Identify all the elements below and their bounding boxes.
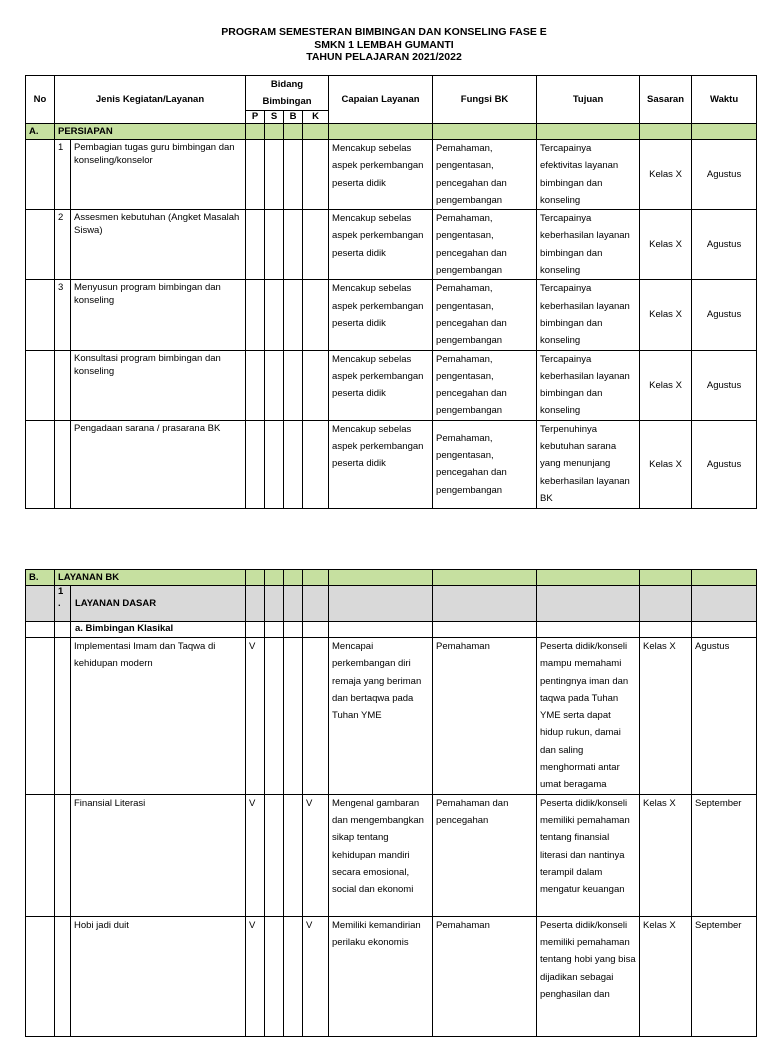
section-code: A.: [26, 124, 55, 140]
row-waktu: Agustus: [692, 350, 757, 420]
program-table-layanan: [25, 569, 757, 1037]
header-jenis: Jenis Kegiatan/Layanan: [55, 76, 246, 124]
row-sasaran: Kelas X: [640, 794, 692, 916]
row-k: V: [303, 794, 329, 916]
header-s: S: [265, 111, 284, 124]
row-p: V: [246, 638, 265, 795]
row-kegiatan: Pembagian tugas guru bimbingan dan konseling/konselor: [71, 140, 246, 210]
table-row: [26, 210, 757, 280]
row-p: V: [246, 916, 265, 1036]
title-line-2: SMKN 1 LEMBAH GUMANTI: [314, 38, 454, 51]
header-bidang-line2: Bimbingan: [262, 96, 312, 107]
row-b: [284, 916, 303, 1036]
row-capaian: Mencapai perkembangan diri remaja yang beriman dan bertaqwa pada Tuhan YME: [329, 638, 433, 795]
table-row: [26, 350, 757, 420]
row-b: [284, 638, 303, 795]
header-bidang: [246, 76, 329, 111]
row-capaian: Mencakup sebelas aspek perkembangan peserta didik: [329, 420, 433, 508]
row-waktu: Agustus: [692, 280, 757, 350]
row-tujuan: Tercapainya keberhasilan layanan bimbingan dan konseling: [537, 280, 640, 350]
row-sasaran: Kelas X: [640, 350, 692, 420]
row-fungsi: Pemahaman dan pencegahan: [433, 794, 537, 916]
row-b: [284, 794, 303, 916]
row-s: [265, 916, 284, 1036]
row-sasaran: Kelas X: [640, 280, 692, 350]
row-capaian: Mencakup sebelas aspek perkembangan peserta didik: [329, 210, 433, 280]
table-row: [26, 140, 757, 210]
row-fungsi: Pemahaman, pengentasan, pencegahan dan pengembangan: [433, 280, 537, 350]
title-line-3: TAHUN PELAJARAN 2021/2022: [306, 51, 462, 63]
row-tujuan: Terpenuhinya kebutuhan sarana yang menunjang keberhasilan layanan BK: [537, 420, 640, 508]
row-no: [55, 420, 71, 508]
row-capaian: Mencakup sebelas aspek perkembangan peserta didik: [329, 140, 433, 210]
row-k: V: [303, 916, 329, 1036]
table-row: [26, 638, 757, 795]
row-fungsi: Pemahaman: [433, 916, 537, 1036]
table-row: [26, 420, 757, 508]
row-sasaran: Kelas X: [640, 638, 692, 795]
row-kegiatan: Menyusun program bimbingan dan konseling: [71, 280, 246, 350]
row-tujuan: Tercapainya efektivitas layanan bimbingan dan konseling: [537, 140, 640, 210]
row-no: 2: [55, 210, 71, 280]
header-waktu: Waktu: [692, 76, 757, 124]
header-fungsi: Fungsi BK: [433, 76, 537, 124]
row-kegiatan: Hobi jadi duit: [71, 916, 246, 1036]
row-waktu: Agustus: [692, 420, 757, 508]
row-fungsi: Pemahaman, pengentasan, pencegahan dan pengembangan: [433, 420, 537, 508]
subsection-label: LAYANAN DASAR: [71, 586, 246, 622]
row-fungsi: Pemahaman: [433, 638, 537, 795]
section-row-persiapan: [26, 124, 757, 140]
row-fungsi: Pemahaman, pengentasan, pencegahan dan pengembangan: [433, 210, 537, 280]
table-row: [26, 280, 757, 350]
row-kegiatan: Assesmen kebutuhan (Angket Masalah Siswa): [71, 210, 246, 280]
row-tujuan: Peserta didik/konseli memiliki pemahaman tentang hobi yang bisa dijadikan sebagai penghasilan dan: [537, 916, 640, 1036]
header-b: B: [284, 111, 303, 124]
row-k: [303, 638, 329, 795]
row-tujuan: Tercapainya keberhasilan layanan bimbingan dan konseling: [537, 350, 640, 420]
row-sasaran: Kelas X: [640, 140, 692, 210]
header-no: No: [26, 76, 55, 124]
section-label: PERSIAPAN: [55, 124, 246, 140]
row-fungsi: Pemahaman, pengentasan, pencegahan dan pengembangan: [433, 350, 537, 420]
row-s: [265, 794, 284, 916]
row-no: 1: [55, 140, 71, 210]
row-kegiatan: Implementasi Imam dan Taqwa di kehidupan modern: [71, 638, 246, 795]
row-sasaran: Kelas X: [640, 420, 692, 508]
row-waktu: Agustus: [692, 638, 757, 795]
header-tujuan: Tujuan: [537, 76, 640, 124]
row-tujuan: Peserta didik/konseli memiliki pemahaman tentang finansial literasi dan nantinya terampil dalam mengatur keuangan: [537, 794, 640, 916]
header-bidang-line1: Bidang: [270, 79, 304, 90]
section-code: B.: [26, 570, 55, 586]
header-capaian: Capaian Layanan: [329, 76, 433, 124]
row-p: V: [246, 794, 265, 916]
section-row-layanan: [26, 570, 757, 586]
row-capaian: Memiliki kemandirian perilaku ekonomis: [329, 916, 433, 1036]
row-capaian: Mencakup sebelas aspek perkembangan peserta didik: [329, 350, 433, 420]
row-capaian: Mencakup sebelas aspek perkembangan peserta didik: [329, 280, 433, 350]
subsubsection-row: [26, 622, 757, 638]
header-k: K: [303, 111, 329, 124]
row-waktu: September: [692, 794, 757, 916]
subsubsection-label: a. Bimbingan Klasikal: [71, 622, 246, 638]
subsection-no: 1 .: [55, 586, 71, 622]
row-no: 3: [55, 280, 71, 350]
row-waktu: Agustus: [692, 210, 757, 280]
row-sasaran: Kelas X: [640, 210, 692, 280]
document-title: [0, 26, 768, 64]
table-header-row: [26, 76, 757, 111]
row-kegiatan: Pengadaan sarana / prasarana BK: [71, 420, 246, 508]
row-kegiatan: Konsultasi program bimbingan dan konseling: [71, 350, 246, 420]
row-fungsi: Pemahaman, pengentasan, pencegahan dan pengembangan: [433, 140, 537, 210]
row-no: [55, 350, 71, 420]
row-kegiatan: Finansial Literasi: [71, 794, 246, 916]
row-capaian: Mengenal gambaran dan mengembangkan sikap tentang kehidupan mandiri secara emosional, social dan ekonomi: [329, 794, 433, 916]
row-tujuan: Peserta didik/konseli mampu memahami pentingnya iman dan taqwa pada Tuhan YME serta dapat hidup rukun, damai dan saling menghormati antar umat beragama: [537, 638, 640, 795]
subsection-row: [26, 586, 757, 622]
row-waktu: Agustus: [692, 140, 757, 210]
table-row: [26, 916, 757, 1036]
row-sasaran: Kelas X: [640, 916, 692, 1036]
title-line-1: PROGRAM SEMESTERAN BIMBINGAN DAN KONSELING FASE E: [221, 26, 547, 38]
row-tujuan: Tercapainya keberhasilan layanan bimbingan dan konseling: [537, 210, 640, 280]
header-sasaran: Sasaran: [640, 76, 692, 124]
row-waktu: September: [692, 916, 757, 1036]
table-row: [26, 794, 757, 916]
section-label: LAYANAN BK: [55, 570, 246, 586]
header-p: P: [246, 111, 265, 124]
row-s: [265, 638, 284, 795]
program-table-persiapan: [25, 75, 757, 509]
